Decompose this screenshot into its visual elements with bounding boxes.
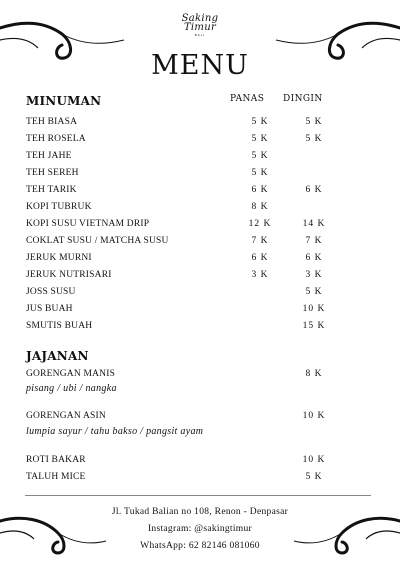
menu-item-description: lumpia sayur / tahu bakso / pangsit ayam	[26, 426, 204, 437]
menu-item-name: TALUH MICE	[26, 472, 86, 482]
menu-item	[26, 321, 366, 335]
menu-item-name: SMUTIS BUAH	[26, 321, 93, 331]
menu-item-price-hot: 6 K	[251, 253, 269, 263]
menu-item-price: 5 K	[305, 472, 323, 482]
menu-item-price: 10 K	[302, 455, 326, 465]
menu-item-name: KOPI TUBRUK	[26, 202, 92, 212]
menu-item-price-cold: 6 K	[305, 185, 323, 195]
page-title: MENU	[151, 50, 249, 81]
menu-item-price-hot: 8 K	[251, 202, 269, 212]
menu-item-price-cold: 6 K	[305, 253, 323, 263]
menu-item	[26, 236, 366, 250]
menu-item-price-hot: 5 K	[251, 151, 269, 161]
menu-item-name: JUS BUAH	[26, 304, 73, 314]
menu-item-price-hot: 5 K	[251, 134, 269, 144]
menu-item-price: 10 K	[302, 411, 326, 421]
menu-item	[26, 168, 366, 182]
menu-item-price-cold: 3 K	[305, 270, 323, 280]
menu-item-price: 8 K	[305, 369, 323, 379]
menu-item-name: JERUK NUTRISARI	[26, 270, 112, 280]
brand-logo-line2: Timur	[183, 22, 217, 33]
menu-item-name: GORENGAN MANIS	[26, 369, 116, 379]
menu-item	[26, 134, 366, 148]
menu-item-name: KOPI SUSU VIETNAM DRIP	[26, 219, 150, 229]
menu-item-price-hot: 12 K	[248, 219, 272, 229]
menu-item	[26, 202, 366, 216]
menu-item-price-cold: 15 K	[302, 321, 326, 331]
menu-item	[26, 151, 366, 165]
menu-item-name: TEH TARIK	[26, 185, 77, 195]
menu-item	[26, 369, 366, 383]
menu-item-name: TEH SEREH	[26, 168, 79, 178]
menu-item	[26, 219, 366, 233]
menu-item	[26, 117, 366, 131]
footer-address: Jl. Tukad Balian no 108, Renon - Denpasar	[111, 507, 289, 517]
menu-item-name: TEH ROSELA	[26, 134, 86, 144]
menu-item-name: COKLAT SUSU / MATCHA SUSU	[26, 236, 169, 246]
menu-item-price-hot: 3 K	[251, 270, 269, 280]
menu-item-price-hot: 5 K	[251, 168, 269, 178]
menu-item-price-cold: 5 K	[305, 287, 323, 297]
menu-item	[26, 185, 366, 199]
menu-item	[26, 304, 366, 318]
menu-item-name: JOSS SUSU	[26, 287, 76, 297]
menu-item-name: TEH JAHE	[26, 151, 72, 161]
menu-item	[26, 287, 366, 301]
section-heading-jajanan: JAJANAN	[26, 349, 89, 363]
menu-item-description: pisang / ubi / nangka	[26, 383, 117, 394]
footer-whatsapp: WhatsApp: 62 82146 081060	[140, 541, 260, 551]
brand-logo-line1: Saking	[181, 13, 219, 24]
menu-item-price-cold: 10 K	[302, 304, 326, 314]
menu-item	[26, 270, 366, 284]
menu-item-name: JERUK MURNI	[26, 253, 92, 263]
menu-item-price-cold: 5 K	[305, 134, 323, 144]
menu-item-price-hot: 5 K	[251, 117, 269, 127]
column-header-hot: PANAS	[230, 94, 265, 104]
menu-item-name: TEH BIASA	[26, 117, 78, 127]
footer-instagram: Instagram: @sakingtimur	[147, 524, 253, 534]
menu-item	[26, 253, 366, 267]
menu-item-price-cold: 14 K	[302, 219, 326, 229]
menu-item-name: GORENGAN ASIN	[26, 411, 106, 421]
menu-item-name: ROTI BAKAR	[26, 455, 86, 465]
column-header-cold: DINGIN	[283, 94, 323, 104]
menu-item-price-hot: 6 K	[251, 185, 269, 195]
menu-item-price-cold: 5 K	[305, 117, 323, 127]
menu-item	[26, 472, 366, 486]
menu-item	[26, 455, 366, 469]
menu-item-price-cold: 7 K	[305, 236, 323, 246]
menu-item-price-hot: 7 K	[251, 236, 269, 246]
footer-divider	[25, 495, 371, 496]
brand-logo	[0, 14, 400, 37]
menu-item	[26, 411, 366, 425]
brand-logo-subtext: BALI	[194, 33, 206, 37]
section-heading-minuman: MINUMAN	[26, 94, 102, 108]
